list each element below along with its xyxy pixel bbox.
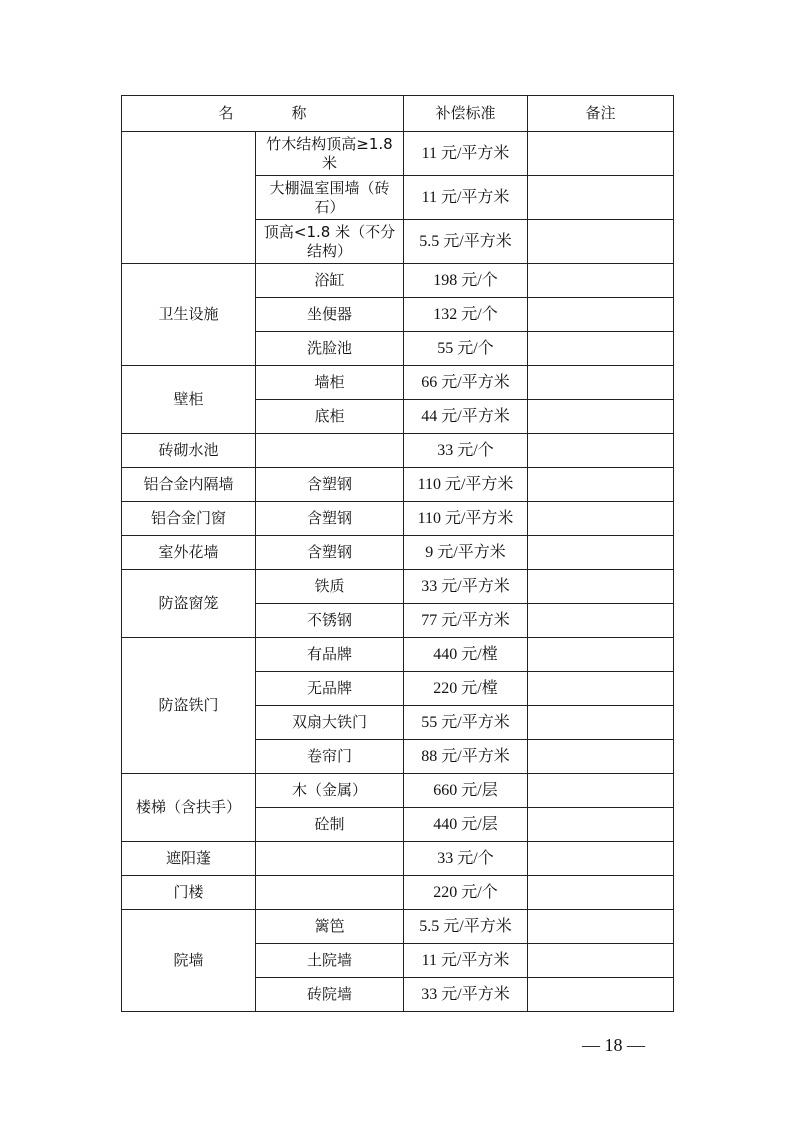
remark-cell xyxy=(528,570,674,604)
item-cell: 含塑钢 xyxy=(256,468,404,502)
standard-cell: 44 元/平方米 xyxy=(404,400,528,434)
category-cell: 遮阳蓬 xyxy=(122,842,256,876)
compensation-table xyxy=(121,95,674,1012)
header-name-char-2: 称 xyxy=(291,104,307,122)
standard-cell: 33 元/平方米 xyxy=(404,570,528,604)
remark-cell xyxy=(528,366,674,400)
item-cell: 木（金属） xyxy=(256,774,404,808)
standard-cell: 5.5 元/平方米 xyxy=(404,220,528,264)
item-cell: 竹木结构顶高≥1.8米 xyxy=(256,132,404,176)
standard-cell: 132 元/个 xyxy=(404,298,528,332)
item-cell: 底柜 xyxy=(256,400,404,434)
standard-cell: 33 元/个 xyxy=(404,842,528,876)
table-row xyxy=(122,774,674,808)
item-cell: 洗脸池 xyxy=(256,332,404,366)
table-row xyxy=(122,502,674,536)
standard-cell: 440 元/樘 xyxy=(404,638,528,672)
item-cell: 砼制 xyxy=(256,808,404,842)
remark-cell xyxy=(528,264,674,298)
standard-cell: 11 元/平方米 xyxy=(404,132,528,176)
standard-cell: 55 元/个 xyxy=(404,332,528,366)
remark-cell xyxy=(528,740,674,774)
category-cell: 铝合金门窗 xyxy=(122,502,256,536)
table-row xyxy=(122,264,674,298)
header-name-char-1: 名 xyxy=(218,104,234,122)
item-cell: 墙柜 xyxy=(256,366,404,400)
item-cell xyxy=(256,842,404,876)
remark-cell xyxy=(528,876,674,910)
category-cell: 楼梯（含扶手） xyxy=(122,774,256,842)
standard-cell: 11 元/平方米 xyxy=(404,176,528,220)
standard-cell: 220 元/樘 xyxy=(404,672,528,706)
item-cell: 土院墙 xyxy=(256,944,404,978)
table-row xyxy=(122,910,674,944)
category-cell: 门楼 xyxy=(122,876,256,910)
remark-cell xyxy=(528,842,674,876)
standard-cell: 5.5 元/平方米 xyxy=(404,910,528,944)
standard-cell: 77 元/平方米 xyxy=(404,604,528,638)
category-cell: 防盗铁门 xyxy=(122,638,256,774)
table-row xyxy=(122,570,674,604)
standard-cell: 11 元/平方米 xyxy=(404,944,528,978)
remark-cell xyxy=(528,132,674,176)
page-number: — 18 — xyxy=(582,1035,645,1055)
item-cell: 不锈钢 xyxy=(256,604,404,638)
table-row xyxy=(122,132,674,176)
header-remark: 备注 xyxy=(528,96,674,132)
item-cell: 双扇大铁门 xyxy=(256,706,404,740)
item-cell: 顶高<1.8 米（不分结构） xyxy=(256,220,404,264)
standard-cell: 9 元/平方米 xyxy=(404,536,528,570)
standard-cell: 33 元/个 xyxy=(404,434,528,468)
item-cell: 砖院墙 xyxy=(256,978,404,1012)
remark-cell xyxy=(528,706,674,740)
standard-cell: 660 元/层 xyxy=(404,774,528,808)
remark-cell xyxy=(528,774,674,808)
remark-cell xyxy=(528,298,674,332)
table-header-row xyxy=(122,96,674,132)
remark-cell xyxy=(528,910,674,944)
standard-cell: 110 元/平方米 xyxy=(404,468,528,502)
item-cell xyxy=(256,876,404,910)
remark-cell xyxy=(528,944,674,978)
standard-cell: 66 元/平方米 xyxy=(404,366,528,400)
category-cell: 壁柜 xyxy=(122,366,256,434)
table-row xyxy=(122,876,674,910)
standard-cell: 440 元/层 xyxy=(404,808,528,842)
category-cell: 砖砌水池 xyxy=(122,434,256,468)
remark-cell xyxy=(528,220,674,264)
table-row xyxy=(122,366,674,400)
header-standard: 补偿标准 xyxy=(404,96,528,132)
standard-cell: 55 元/平方米 xyxy=(404,706,528,740)
item-cell: 无品牌 xyxy=(256,672,404,706)
category-cell: 铝合金内隔墙 xyxy=(122,468,256,502)
item-cell: 卷帘门 xyxy=(256,740,404,774)
remark-cell xyxy=(528,978,674,1012)
item-cell: 大棚温室围墙（砖石） xyxy=(256,176,404,220)
remark-cell xyxy=(528,176,674,220)
standard-cell: 110 元/平方米 xyxy=(404,502,528,536)
remark-cell xyxy=(528,604,674,638)
header-name xyxy=(122,96,404,132)
item-cell: 坐便器 xyxy=(256,298,404,332)
item-cell xyxy=(256,434,404,468)
category-cell: 卫生设施 xyxy=(122,264,256,366)
item-cell: 有品牌 xyxy=(256,638,404,672)
category-cell xyxy=(122,132,256,264)
remark-cell xyxy=(528,808,674,842)
table-row xyxy=(122,468,674,502)
remark-cell xyxy=(528,332,674,366)
category-cell: 院墙 xyxy=(122,910,256,1012)
remark-cell xyxy=(528,672,674,706)
table-row xyxy=(122,638,674,672)
item-cell: 含塑钢 xyxy=(256,536,404,570)
category-cell: 防盗窗笼 xyxy=(122,570,256,638)
remark-cell xyxy=(528,638,674,672)
item-cell: 含塑钢 xyxy=(256,502,404,536)
item-cell: 铁质 xyxy=(256,570,404,604)
item-cell: 浴缸 xyxy=(256,264,404,298)
standard-cell: 33 元/平方米 xyxy=(404,978,528,1012)
table-row xyxy=(122,536,674,570)
item-cell: 篱笆 xyxy=(256,910,404,944)
remark-cell xyxy=(528,536,674,570)
category-cell: 室外花墙 xyxy=(122,536,256,570)
remark-cell xyxy=(528,434,674,468)
table-row xyxy=(122,842,674,876)
remark-cell xyxy=(528,502,674,536)
remark-cell xyxy=(528,468,674,502)
remark-cell xyxy=(528,400,674,434)
table-row xyxy=(122,434,674,468)
standard-cell: 220 元/个 xyxy=(404,876,528,910)
standard-cell: 88 元/平方米 xyxy=(404,740,528,774)
standard-cell: 198 元/个 xyxy=(404,264,528,298)
